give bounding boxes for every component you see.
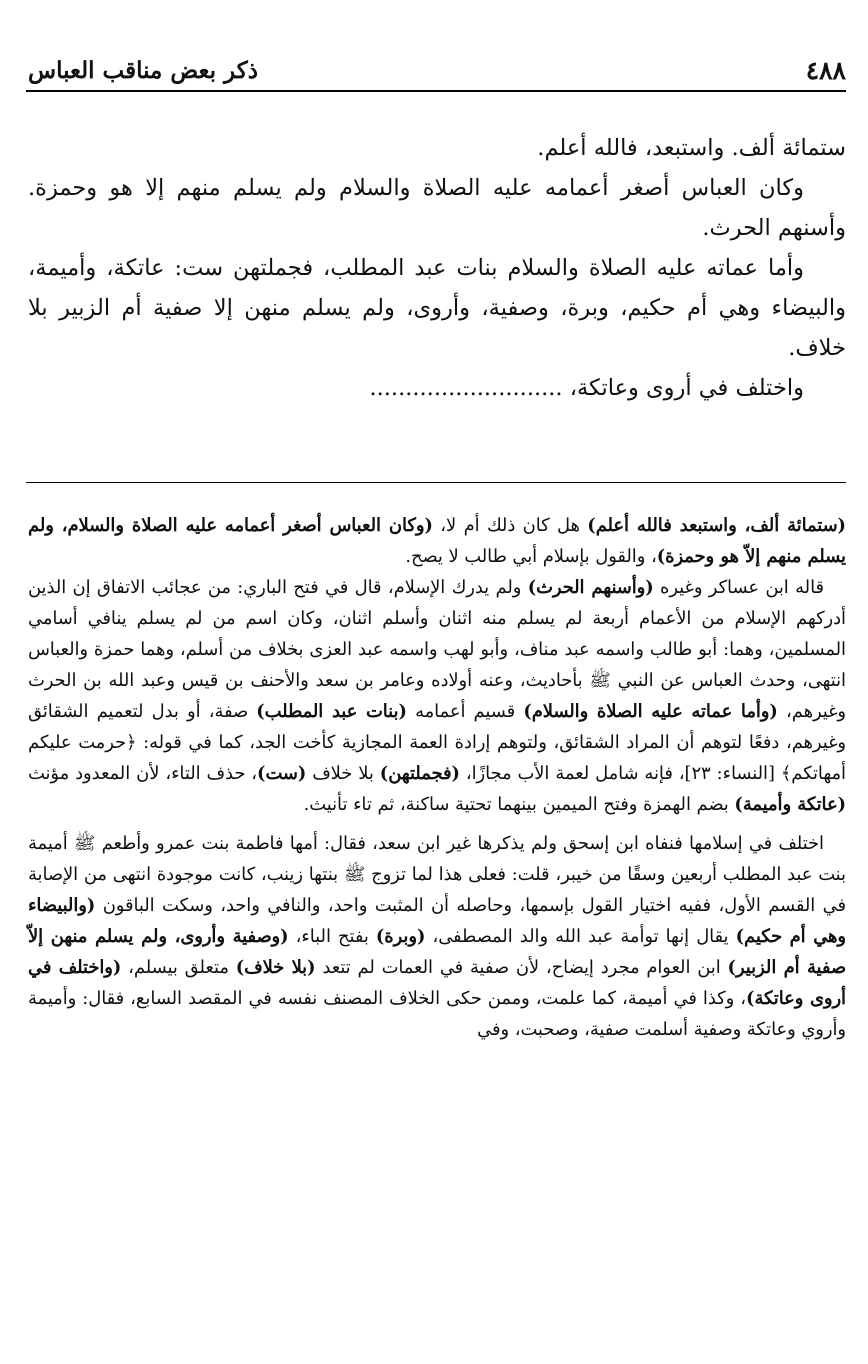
quoted-main-text: (ستمائة ألف، واستبعد فالله أعلم) bbox=[587, 515, 846, 536]
quoted-main-text: (والبيضاء وهي أم حكيم) bbox=[28, 895, 846, 947]
commentary-paragraph bbox=[28, 572, 846, 820]
commentary-run: يقال إنها توأمة عبد الله والد المصطفى، bbox=[425, 926, 736, 947]
main-text bbox=[28, 128, 846, 408]
quoted-main-text: (وصفية وأروى، ولم يسلم منهن إلاّ صفية أم الزبير) bbox=[28, 926, 846, 978]
quoted-main-text: (وأسنهم الحرث) bbox=[527, 577, 654, 598]
main-text-paragraph: واختلف في أروى وعاتكة، ........................... bbox=[369, 375, 804, 401]
commentary-run: بلا خلاف bbox=[306, 763, 380, 784]
commentary-run: قسيم أعمامه bbox=[406, 701, 524, 722]
commentary-run: بفتح الباء، bbox=[288, 926, 376, 947]
commentary-paragraph bbox=[28, 510, 846, 572]
commentary-run: ، حذف التاء، لأن المعدود مؤنث bbox=[28, 763, 258, 784]
commentary-run: قاله ابن عساكر وغيره bbox=[653, 577, 824, 598]
commentary-run: اختلف في إسلامها فنفاه ابن إسحق ولم يذكرها غير ابن سعد، فقال: أمها فاطمة بنت عمرو وأطعم ﷺ أميمة بنت عبد المطلب أربعين وسقًا من خيبر، قلت: فعلى هذا لما تزوج ﷺ بنتها زينب، كانت موجودة انتهى من الإصابة في القسم الأول، ففيه اختيار القول بإسمها، وحاصله أن المثبت واحد، والنافي واحد، وسكت الباقون bbox=[28, 833, 846, 916]
commentary-run: هل كان ذلك أم لا، bbox=[432, 515, 588, 536]
running-title: ذكر بعض مناقب العباس bbox=[28, 56, 258, 84]
quoted-main-text: (وأما عماته عليه الصلاة والسلام) bbox=[523, 701, 778, 722]
quoted-main-text: (ست) bbox=[257, 763, 307, 784]
quoted-main-text: (بنات عبد المطلب) bbox=[256, 701, 407, 722]
commentary-run: صفة، أو بدل لتعميم الشقائق وغيرهم، دفعًا لتوهم أن المراد الشقائق، ولتوهم إرادة العمة المجازية كأخت الجد، كما في قوله: ﴿حرمت عليكم أمهاتكم﴾ [النساء: ٢٣]، فإنه شامل لعمة الأب مجازًا، bbox=[28, 701, 846, 784]
main-text-paragraph: وأما عماته عليه الصلاة والسلام بنات عبد المطلب، فجملتهن ست: عاتكة، وأميمة، والبيضاء وهي أم حكيم، وبرة، وصفية، وأروى، ولم يسلم منهن إلا صفية أم الزبير بلا خلاف. bbox=[28, 255, 846, 361]
quoted-main-text: (عاتكة وأميمة) bbox=[734, 794, 846, 815]
commentary-run: ابن العوام مجرد إيضاح، لأن صفية في العمات لم تتعد bbox=[315, 957, 728, 978]
quoted-main-text: (واختلف في أروى وعاتكة) bbox=[28, 957, 846, 1009]
commentary-run: ، وكذا في أميمة، كما علمت، وممن حكى الخلاف المصنف نفسه في المقصد السابع، فقال: وأميمة وأروي وعاتكة وصفية أسلمت صفية، وصحبت، وفي bbox=[28, 988, 846, 1040]
commentary-text bbox=[28, 510, 846, 1045]
commentary-paragraph bbox=[28, 828, 846, 1045]
quoted-main-text: (فجملتهن) bbox=[379, 763, 460, 784]
quoted-main-text: (وكان العباس أصغر أعمامه عليه الصلاة والسلام، ولم يسلم منهم إلاّ هو وحمزة) bbox=[28, 515, 846, 567]
main-text-paragraph: ستمائة ألف. واستبعد، فالله أعلم. bbox=[537, 135, 846, 161]
commentary-run: ولم يدرك الإسلام، قال في فتح الباري: من عجائب الاتفاق إن الذين أدركهم الإسلام من الأعمام أربعة لم يسلم منه اثنان وأسلم اثنان، وكان اسم من لم يسلم ينافي أسامي المسلمين، وهما: أبو طالب واسمه عبد مناف، وأبو لهب واسمه عبد العزى بخلاف من أسلم، وهما حمزة والعباس انتهى، وحدث العباس عن النبي ﷺ بأحاديث، وعنه أولاده وعامر بن سعد والأحنف بن قيس وعبد الله بن الحرث وغيرهم، bbox=[28, 577, 847, 722]
main-text-paragraph: وكان العباس أصغر أعمامه عليه الصلاة والسلام ولم يسلم منهم إلا هو وحمزة. وأسنهم الحرث. bbox=[28, 175, 846, 241]
commentary-separator bbox=[26, 482, 846, 483]
page-header bbox=[28, 52, 846, 88]
header-rule bbox=[26, 90, 846, 92]
quoted-main-text: (وبرة) bbox=[375, 926, 426, 947]
commentary-run: متعلق بيسلم، bbox=[121, 957, 236, 978]
commentary-run: بضم الهمزة وفتح الميمين بينهما تحتية ساكنة، ثم تاء تأنيث. bbox=[303, 794, 735, 815]
commentary-run: ، والقول بإسلام أبي طالب لا يصح. bbox=[405, 546, 657, 567]
quoted-main-text: (بلا خلاف) bbox=[235, 957, 316, 978]
page-number: ٤٨٨ bbox=[805, 55, 846, 85]
